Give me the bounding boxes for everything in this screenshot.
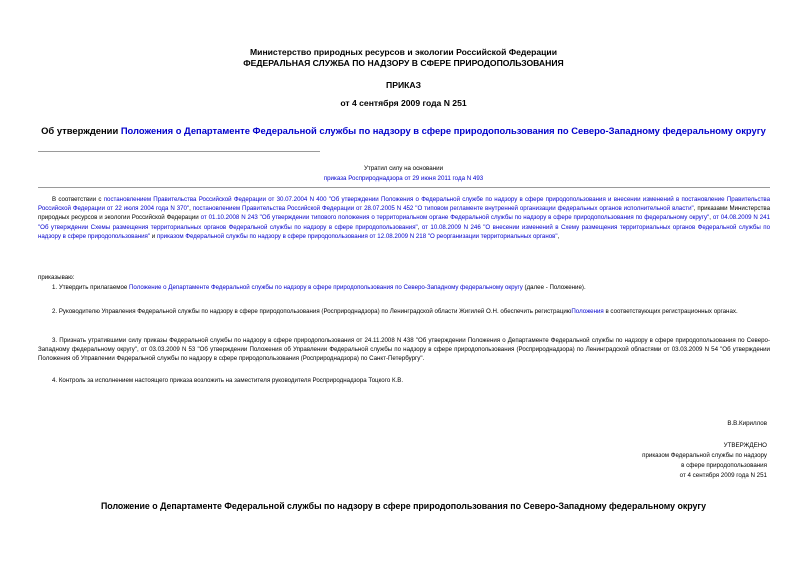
decree-400-link[interactable]: постановлением Правительства Российской Федерации от 30.07.2004 N 400 "Об утверждении Положения о Федеральной службе по надзору в сфере природопользования и внесении изменений в постановление Правительства Российской Федерации от 22 июля 2004 года N 370" — [38, 196, 770, 213]
title-prefix: Об утверждении — [41, 125, 121, 136]
divider-full — [38, 187, 770, 188]
paragraph-1: 1. Утвердить прилагаемое Положение о Департаменте Федеральной службы по надзору в сфере природопользования по Северо-Западному федеральному округу (далее - Положение). — [52, 284, 586, 291]
approval-line-3: от 4 сентября 2009 года N 251 — [679, 472, 767, 479]
title-link[interactable]: Положения о Департаменте Федеральной службы по надзору в сфере природопользования по Северо-Западному федеральному округу — [120, 125, 766, 136]
approval-word: УТВЕРЖДЕНО — [723, 442, 767, 449]
signature: В.В.Кириллов — [727, 420, 767, 427]
status-link-line — [0, 174, 807, 183]
order-246-link[interactable]: от 10.08.2009 N 246 "О внесении изменений в Схему размещения территориальных органов Федеральной службы по надзору в сфере природопользования" — [38, 223, 770, 240]
divider-short — [38, 151, 320, 152]
status-note: Утратил силу на основании — [363, 165, 444, 172]
paragraph-2: 2. Руководителю Управления Федеральной службы по надзору в сфере природопользования (Росприроднадзора) по Ленинградской области Жигилей О.Н. обеспечить регистрациюПоложения в соответствующих регистрационных органах. — [52, 308, 738, 315]
approval-line-1: приказом Федеральной службы по надзору — [642, 452, 767, 459]
order-243-link[interactable]: от 01.10.2008 N 243 "Об утверждении типового положения о территориальном органе Федеральной службы по надзору в сфере природопользования по федеральному округу" — [200, 214, 710, 222]
service-name: ФЕДЕРАЛЬНАЯ СЛУЖБА ПО НАДЗОРУ В СФЕРЕ ПРИРОДОПОЛЬЗОВАНИЯ — [243, 58, 564, 68]
order-218-link[interactable]: приказом Федеральной службы по надзору в сфере природопользования от 12.08.2009 N 218 "О реорганизации территориальных органов" — [156, 232, 558, 240]
regulation-heading: Положение о Департаменте Федеральной службы по надзору в сфере природопользования по Северо-Западному федеральному округу — [100, 501, 706, 511]
repeal-order-link[interactable]: приказа Росприроднадзора от 29 июня 2011 года N 493 — [323, 175, 484, 182]
ministry-name: Министерство природных ресурсов и экологии Российской Федерации — [250, 47, 557, 57]
document-type: ПРИКАЗ — [386, 80, 421, 90]
document-title — [40, 125, 767, 137]
document-date-number: от 4 сентября 2009 года N 251 — [340, 98, 467, 108]
regulation-link-2[interactable]: Положения — [571, 308, 604, 315]
order-word: приказываю: — [38, 274, 75, 281]
preamble-paragraph: В соответствии с постановлением Правительства Российской Федерации от 30.07.2004 N 400 "Об утверждении Положения о Федеральной службе по надзору в сфере природопользования и внесении изменений в постановление Правительства Российской Федерации от 22 июля 2004 года N 370", постановлением Правительства Российской Федерации от 28.07.2005 N 452 "О типовом регламенте внутренней организации федеральных органов исполнительной власти", приказами Министерства природных ресурсов и экологии Российской Федерации от 01.10.2008 N 243 "Об утверждении типового положения о территориальном органе Федеральной службы по надзору в сфере природопользования по федеральному округу", от 04.08.2009 N 241 "Об утверждении Схемы размещения территориальных органов Федеральной службы по надзору в сфере природопользования", от 10.08.2009 N 246 "О внесении изменений в Схему размещения территориальных органов Федеральной службы по надзору в сфере природопользования" и приказом Федеральной службы по надзору в сфере природопользования от 12.08.2009 N 218 "О реорганизации территориальных органов", — [38, 196, 770, 240]
decree-452-link[interactable]: постановлением Правительства Российской Федерации от 28.07.2005 N 452 "О типовом регламенте внутренней организации федеральных органов исполнительной власти" — [192, 205, 694, 213]
order-241-link[interactable]: от 04.08.2009 N 241 "Об утверждении Схемы размещения территориальных органов Федеральной службы по надзору в сфере природопользования" — [38, 214, 770, 231]
paragraph-4: 4. Контроль за исполнением настоящего приказа возложить на заместителя руководителя Росприроднадзора Тоцкого К.В. — [52, 377, 404, 384]
approval-line-2: в сфере природопользования — [681, 462, 767, 469]
paragraph-3: 3. Признать утратившими силу приказы Федеральной службы по надзору в сфере природопользования от 24.11.2008 N 438 "Об утверждении Положения о Департаменте Федеральной службы по надзору в сфере природопользования по Северо-Западному федеральному округу", от 03.03.2009 N 53 "Об утверждении Положения об Управлении Федеральной службы по надзору в сфере природопользования (Росприроднадзора) по Ленинградской областями от 03.03.2009 N 54 "Об утверждении Положения об Управлении Федеральной службы по надзору в сфере природопользования (Росприроднадзора) по Санкт-Петербургу". — [38, 337, 770, 363]
regulation-link[interactable]: Положение о Департаменте Федеральной службы по надзору в сфере природопользования по Северо-Западному федеральному округу — [129, 284, 523, 291]
